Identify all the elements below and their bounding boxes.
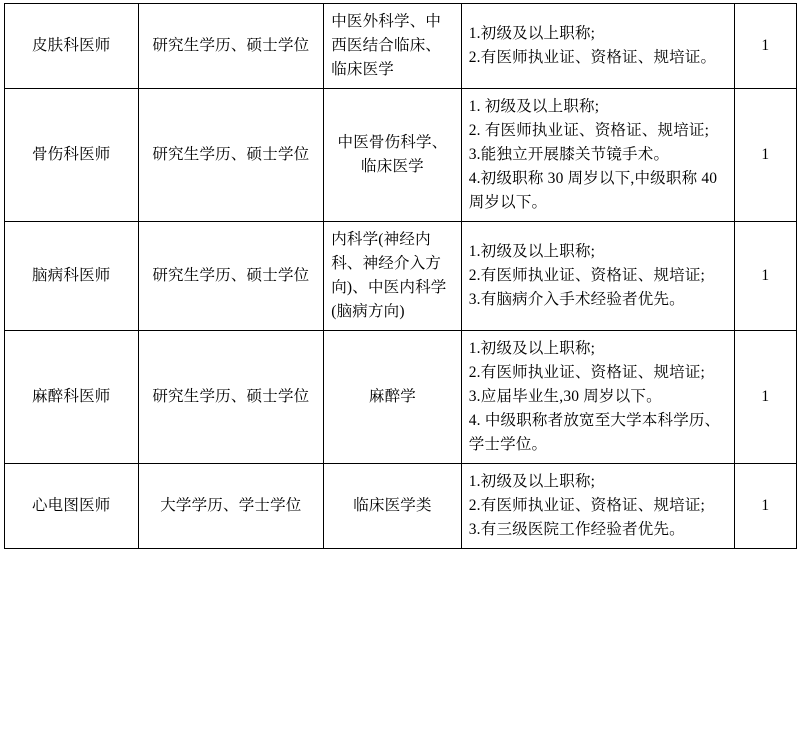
education-text: 研究生学历、硕士学位 bbox=[152, 146, 310, 164]
requirement-line: 3.有三级医院工作经验者优先。 bbox=[468, 521, 685, 539]
requirement-line: 2. 有医师执业证、资格证、规培证; bbox=[468, 122, 710, 140]
requirement-line: 3.能独立开展膝关节镜手术。 bbox=[468, 146, 670, 164]
cell-requirements bbox=[461, 89, 734, 222]
education-text: 研究生学历、硕士学位 bbox=[152, 267, 310, 285]
table-row bbox=[5, 464, 797, 549]
cell-requirements bbox=[461, 331, 734, 464]
cell-headcount: 1 bbox=[734, 4, 796, 89]
cell-headcount: 1 bbox=[734, 331, 796, 464]
cell-requirements bbox=[461, 222, 734, 331]
table-row bbox=[5, 331, 797, 464]
requirement-line: 1. 初级及以上职称; bbox=[468, 98, 600, 116]
major-text: 中医骨伤科学、临床医学 bbox=[337, 134, 448, 176]
requirement-line: 1.初级及以上职称; bbox=[468, 473, 596, 491]
cell-post: 麻醉科医师 bbox=[5, 331, 139, 464]
major-text: 麻醉学 bbox=[368, 388, 417, 406]
cell-headcount: 1 bbox=[734, 222, 796, 331]
cell-major bbox=[324, 222, 462, 331]
cell-post: 心电图医师 bbox=[5, 464, 139, 549]
requirement-line: 2.有医师执业证、资格证、规培证; bbox=[468, 497, 706, 515]
requirement-line: 2.有医师执业证、资格证、规培证; bbox=[468, 267, 706, 285]
cell-post: 脑病科医师 bbox=[5, 222, 139, 331]
requirement-line: 3.有脑病介入手术经验者优先。 bbox=[468, 291, 685, 309]
cell-post: 皮肤科医师 bbox=[5, 4, 139, 89]
recruitment-table bbox=[4, 3, 797, 549]
cell-major bbox=[324, 331, 462, 464]
cell-major bbox=[324, 4, 462, 89]
education-text: 大学学历、学士学位 bbox=[160, 497, 302, 515]
requirement-line: 4.初级职称 30 周岁以下,中级职称 40 周岁以下。 bbox=[468, 170, 722, 212]
education-text: 研究生学历、硕士学位 bbox=[152, 388, 310, 406]
cell-headcount: 1 bbox=[734, 89, 796, 222]
table-row bbox=[5, 4, 797, 89]
major-text: 临床医学类 bbox=[353, 497, 432, 515]
table-row bbox=[5, 222, 797, 331]
cell-requirements bbox=[461, 464, 734, 549]
requirement-line: 1.初级及以上职称; bbox=[468, 243, 596, 261]
cell-major bbox=[324, 464, 462, 549]
requirement-line: 1.初级及以上职称; bbox=[468, 25, 596, 42]
requirement-line: 2.有医师执业证、资格证、规培证; bbox=[468, 364, 706, 382]
cell-major bbox=[324, 89, 462, 222]
requirement-line: 3.应届毕业生,30 周岁以下。 bbox=[468, 388, 662, 406]
cell-headcount: 1 bbox=[734, 464, 796, 549]
cell-education bbox=[138, 89, 324, 222]
cell-education bbox=[138, 222, 324, 331]
requirement-line: 2.有医师执业证、资格证、规培证。 bbox=[468, 49, 717, 67]
cell-requirements bbox=[461, 4, 734, 89]
cell-education bbox=[138, 4, 324, 89]
requirement-line: 1.初级及以上职称; bbox=[468, 340, 596, 358]
cell-education bbox=[138, 464, 324, 549]
education-text: 研究生学历、硕士学位 bbox=[152, 37, 310, 55]
major-text: 内科学(神经内科、神经介入方向)、中医内科学(脑病方向) bbox=[331, 231, 447, 321]
cell-education bbox=[138, 331, 324, 464]
table-row bbox=[5, 89, 797, 222]
major-text: 中医外科学、中西医结合临床、临床医学 bbox=[331, 13, 442, 79]
cell-post: 骨伤科医师 bbox=[5, 89, 139, 222]
requirement-line: 4. 中级职称者放宽至大学本科学历、学士学位。 bbox=[468, 412, 721, 454]
